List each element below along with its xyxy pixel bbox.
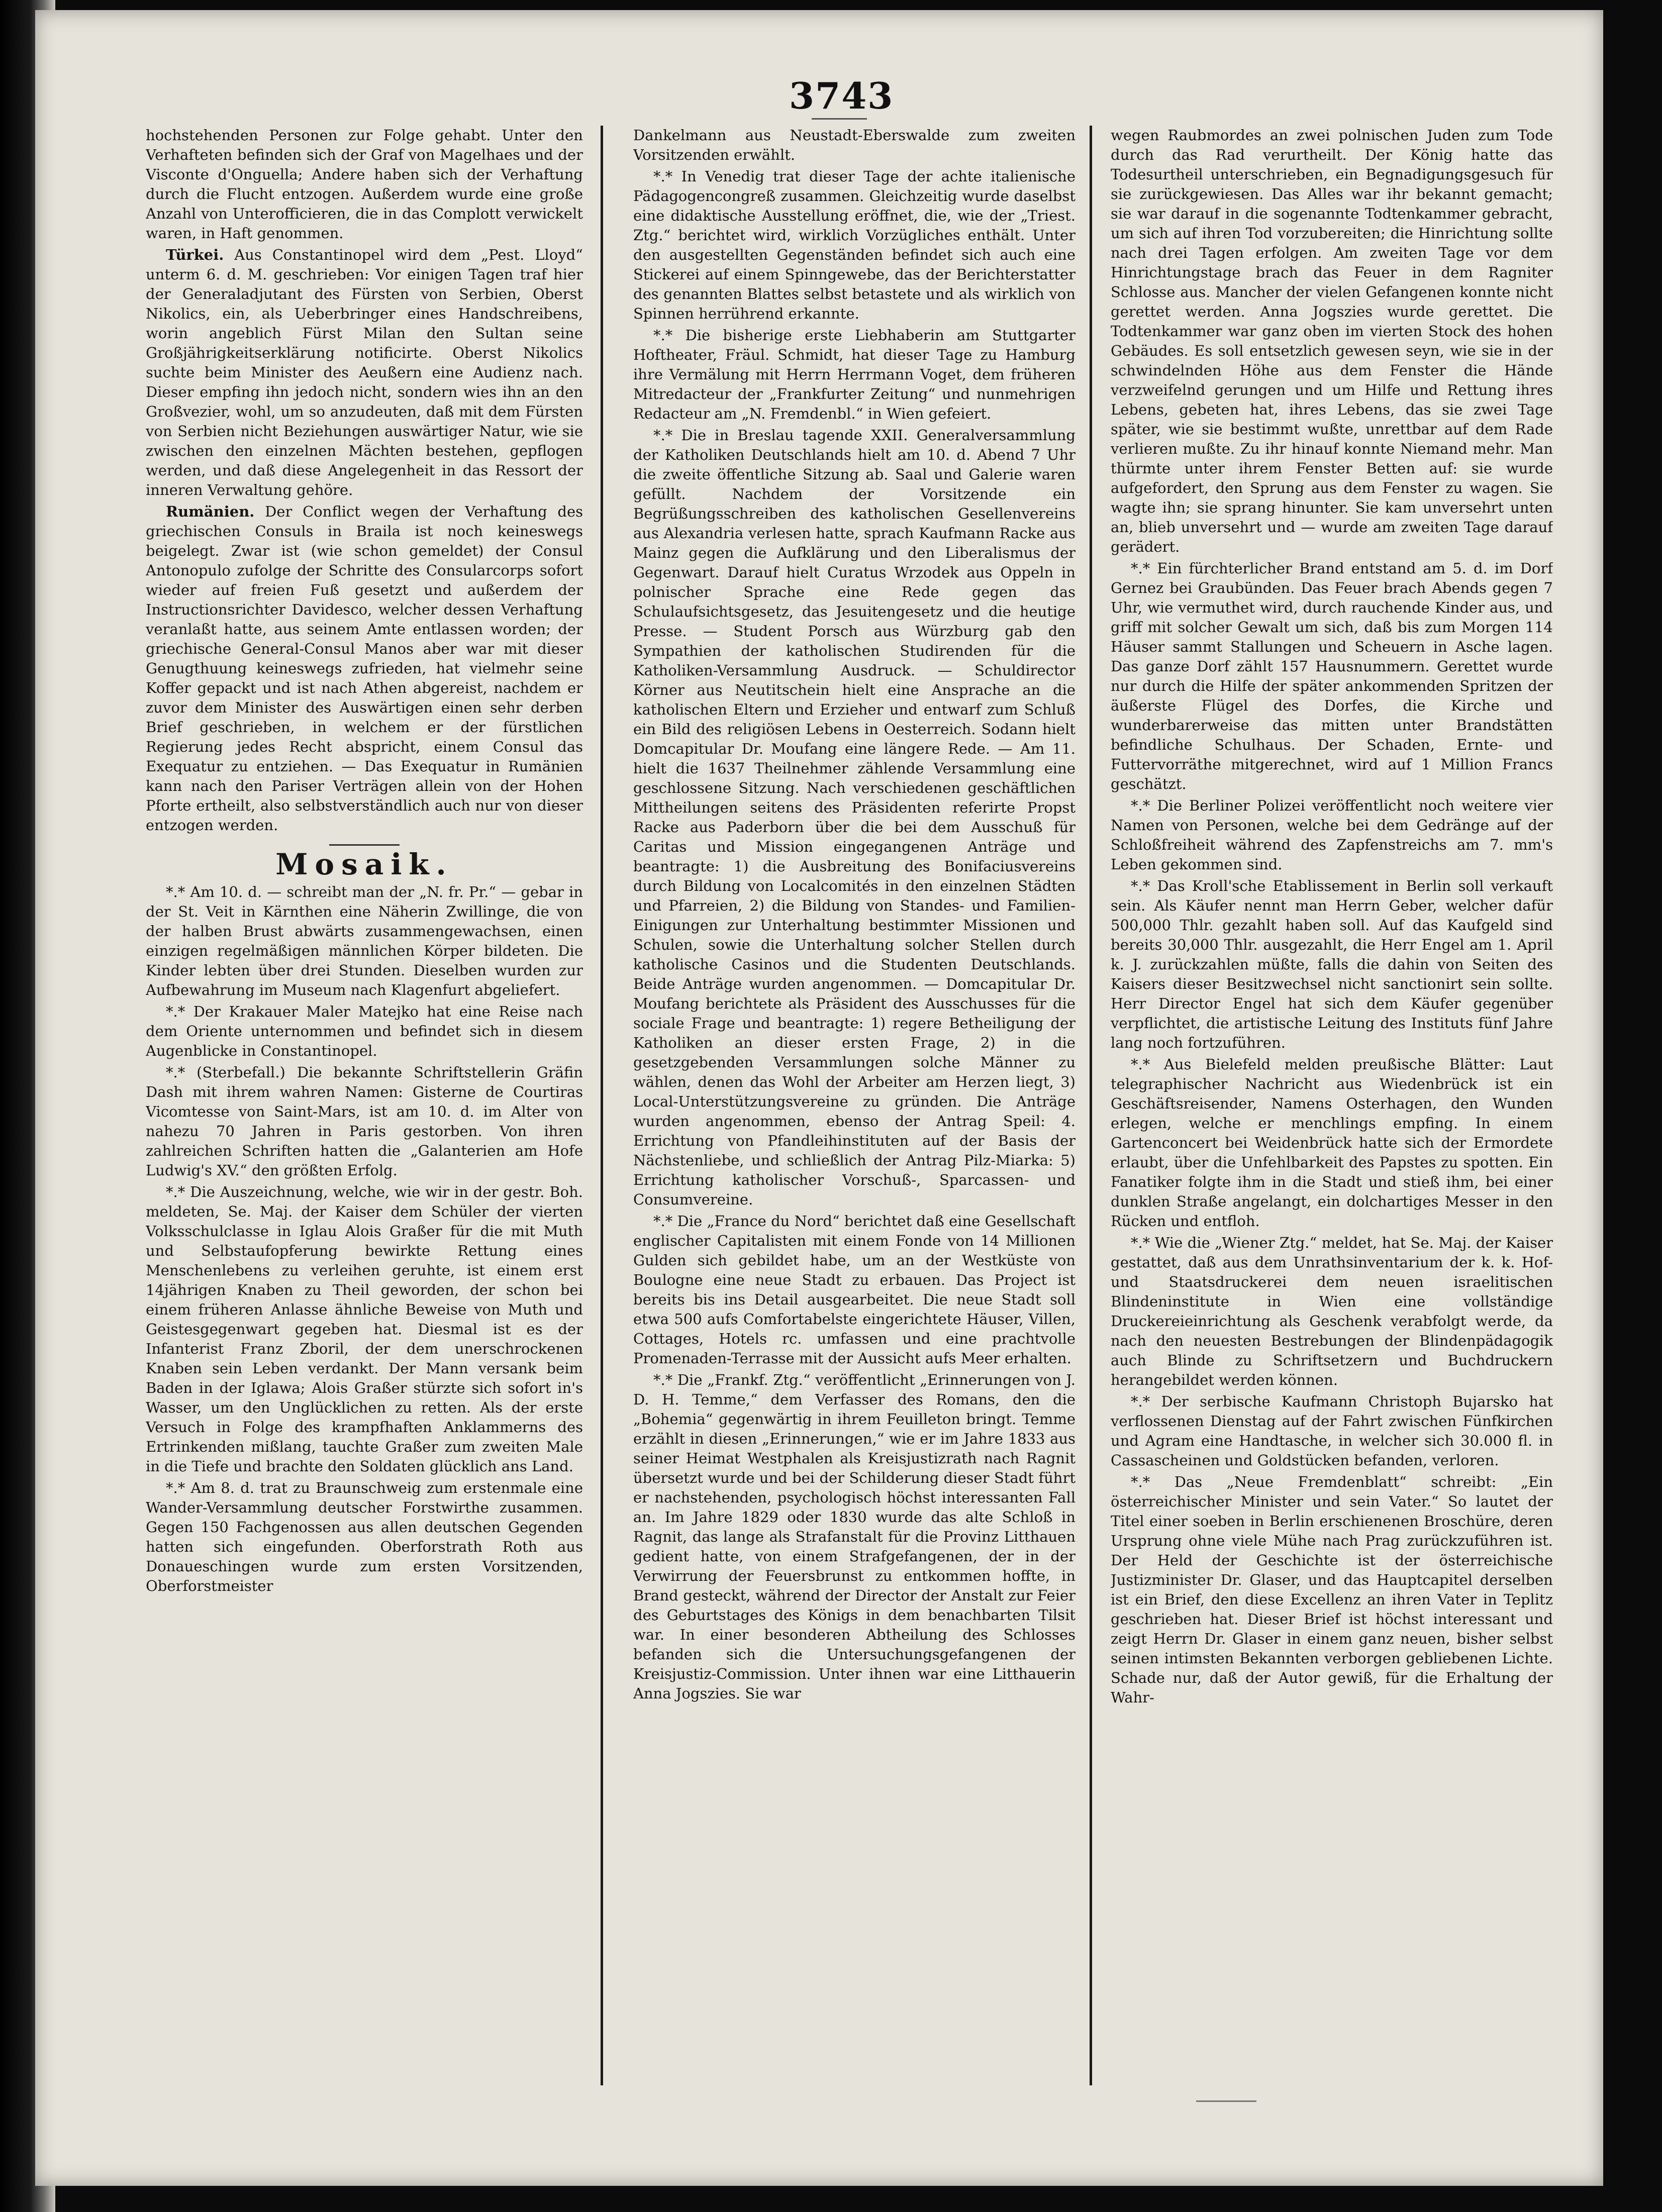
newspaper-page <box>35 10 1603 2186</box>
section-divider <box>329 844 400 846</box>
news-item: *.* In Venedig trat dieser Tage der achte italienische Pädagogencongreß zusammen. Gleichzeitig wurde daselbst eine didaktische Ausstellung eröffnet, die, wie der „Triest. Ztg.“ berichtet wird, wirklich Vorzügliches enthält. Unter den ausgestellten Gegenständen befindet sich auch eine Stickerei auf einem Spinngewebe, das der Berichterstatter des genannten Blattes selbst betastete und als wirklich von Spinnen herrührend erkannte. <box>633 168 1076 322</box>
news-item: *.* Die Berliner Polizei veröffentlicht noch weitere vier Namen von Personen, welche bei dem Gedränge auf der Schloßfreiheit während des Zapfenstreichs am 7. mm's Leben gekommen sind. <box>1111 797 1553 873</box>
news-item: *.* Die in Breslau tagende XXII. Generalversammlung der Katholiken Deutschlands hielt am 10. d. Abend 7 Uhr die zweite öffentliche Sitzung ab. Saal und Galerie waren gefüllt. Nachdem der Vorsitzende ein Begrüßungsschreiben des katholischen Gesellenvereins aus Alexandria verlesen hatte, sprach Kaufmann Racke aus Mainz gegen die Aufklärung und den Liberalismus der Gegenwart. Darauf hielt Curatus Wrzodek aus Oppeln in polnischer Sprache eine Rede gegen das Schulaufsichtsgesetz, das Jesuitengesetz und die heutige Presse. — Student Porsch aus Würzburg gab den Sympathien der katholischen Studirenden für die Katholiken-Versammlung Ausdruck. — Schuldirector Körner aus Neutitschein hielt eine Ansprache an die katholischen Eltern und Erzieher und entwarf zum Schluß ein Bild des religiösen Lebens in Oesterreich. Sodann hielt Domcapitular Dr. Moufang eine längere Rede. — Am 11. hielt die 1637 Theilnehmer zählende Versammlung eine geschlossene Sitzung. Nach verschiedenen geschäftlichen Mittheilungen seitens des Präsidenten referirte Propst Racke aus Paderborn über die bei dem Ausschuß für Caritas und Mission eingegangenen Anträge und beantragte: 1) die Ausbreitung des Bonifaciusvereins durch Bildung von Localcomités in den einzelnen Städten und Pfarreien, 2) die Bildung von Standes- und Familien-Einigungen zur Unterhaltung bestimmter Missionen und Schulen, sowie die Unterhaltung solcher Stellen durch katholische Casinos und die Studenten Deutschlands. Beide Anträge wurden angenommen. — Domcapitular Dr. Moufang berichtete als Präsident des Ausschusses für die sociale Frage und beantragte: 1) regere Betheiligung der Katholiken an dieser ersten Frage, 2) in die gesetzgebenden Versammlungen solche Männer zu wählen, denen das Wohl der Arbeiter am Herzen liegt, 3) Local-Unterstützungsvereine zu gründen. Die Anträge wurden angenommen, ebenso der Antrag Speil: 4. Errichtung von Pfandleihinstituten auf der Basis der Nächstenliebe, und schließlich der Antrag Pilz-Miarka: 5) Errichtung katholischer Vorschuß-, Sparcassen- und Consumvereine. <box>633 427 1076 1208</box>
bottom-rule <box>1196 2100 1256 2104</box>
page-number: 3743 <box>789 74 894 117</box>
news-item: *.* Das „Neue Fremdenblatt“ schreibt: „Ein österreichischer Minister und sein Vater.“ So lautet der Titel einer soeben in Berlin erschienenen Broschüre, deren Ursprung ohne viele Mühe nach Prag zurückzuführen ist. Der Held der Geschichte ist der österreichische Justizminister Dr. Glaser, und das Hauptcapitel derselben ist ein Brief, den diese Excellenz an ihren Vater in Teplitz geschrieben hat. Dieser Brief ist höchst interessant und zeigt Herrn Dr. Glaser in einem ganz neuen, bisher selbst seinen intimsten Bekannten verborgen gebliebenen Lichte. Schade nur, daß der Autor gewiß, für die Erhaltung der Wahr- <box>1111 1473 1553 1706</box>
column-3 <box>1111 126 1553 2085</box>
column-rule-left <box>601 126 603 2085</box>
news-item: *.* Am 10. d. — schreibt man der „N. fr. Pr.“ — gebar in der St. Veit in Kärnthen eine Näherin Zwillinge, die von der halben Brust abwärts zusammengewachsen, einen einzigen regelmäßigen männlichen Körper bildeten. Die Kinder lebten über drei Stunden. Dieselben wurden zur Aufbewahrung im Museum nach Klagenfurt abgeliefert. <box>146 883 583 998</box>
news-item: *.* Wie die „Wiener Ztg.“ meldet, hat Se. Maj. der Kaiser gestattet, daß aus dem Unrathsinventarium der k. k. Hof- und Staatsdruckerei dem neuen israelitischen Blindeninstitute in Wien eine vollständige Druckereieinrichtung als Geschenk verabfolgt werde, da nach den neuesten Bestrebungen der Blindenpädagogik auch Blinde zu Schriftsetzern und Buchdruckern herangebildet werden können. <box>1111 1234 1553 1388</box>
column-2 <box>633 126 1076 2085</box>
news-item: *.* Das Kroll'sche Etablissement in Berlin soll verkauft sein. Als Käufer nennt man Herrn Geber, welcher dafür 500,000 Thlr. gezahlt haben soll. Auf das Kaufgeld sind bereits 30,000 Thlr. ausgezahlt, die Herr Engel am 1. April k. J. zurückzahlen müßte, falls die dahin von Seiten des Kaisers dieser Besitzwechsel nicht sanctionirt sein sollte. Herr Director Engel hat sich dem Käufer gegenüber verpflichtet, die artistische Leitung des Instituts fünf Jahre lang noch fortzuführen. <box>1111 877 1553 1051</box>
news-item: *.* Am 8. d. trat zu Braunschweig zum erstenmale eine Wander-Versammlung deutscher Forstwirthe zusammen. Gegen 150 Fachgenossen aus allen deutschen Gegenden hatten sich eingefunden. Oberforstrath Roth aus Donaueschingen wurde zum ersten Vorsitzenden, Oberforstmeister <box>146 1479 583 1594</box>
news-item: *.* Die „France du Nord“ berichtet daß eine Gesellschaft englischer Capitalisten mit einem Fonde von 14 Millionen Gulden sich gebildet habe, um an der Westküste von Boulogne eine neue Stadt zu erbauen. Das Project ist bereits bis ins Detail ausgearbeitet. Die neue Stadt soll etwa 500 aufs Comfortabelste eingerichtete Häuser, Villen, Cottages, Hotels rc. umfassen und eine prachtvolle Promenaden-Terrasse mit der Aussicht aufs Meer erhalten. <box>633 1213 1076 1367</box>
news-item: *.* Ein fürchterlicher Brand entstand am 5. d. im Dorf Gernez bei Graubünden. Das Feuer brach Abends gegen 7 Uhr, wie vermuthet wird, durch rauchende Kinder aus, und griff mit solcher Gewalt um sich, daß bis zum Morgen 114 Häuser sammt Stallungen und Scheuern in Asche lagen. Das ganze Dorf zählt 157 Hausnummern. Gerettet wurde nur durch die Hilfe der später ankommenden Spritzen der äußerste Flügel des Dorfes, die Kirche und wunderbarerweise das mitten unter Brandstätten befindliche Schulhaus. Der Schaden, Ernte- und Futtervorräthe mitgerechnet, wird auf 1 Million Francs geschätzt. <box>1111 560 1553 792</box>
news-item: *.* Aus Bielefeld melden preußische Blätter: Laut telegraphischer Nachricht aus Wiedenbrück ist ein Geschäftsreisender, Namens Osterhagen, den Wunden erlegen, welche er menchlings empfing. In einem Gartenconcert bei Weidenbrück hatte sich der Ermordete erlaubt, über die Unfehlbarkeit des Papstes zu spotten. Ein Fanatiker folgte ihm in die Stadt und stieß ihm, bei einer dunklen Straße angelangt, ein dolchartiges Messer in den Rücken und entfloh. <box>1111 1056 1553 1230</box>
article-text: Aus Constantinopel wird dem „Pest. Lloyd“ unterm 6. d. M. geschrieben: Vor einigen Tagen traf hier der Generaladjutant des Fürsten von Serbien, Oberst Nikolics, ein, als Ueberbringer eines Handschreibens, worin angeblich Fürst Milan den Sultan seine Großjährigkeitserklärung notificirte. Oberst Nikolics suchte beim Minister des Aeußern eine Audienz nach. Dieser empfing ihn jedoch nicht, sondern wies ihn an den Großvezier, wohl, um so anzudeuten, daß mit dem Fürsten von Serbien nicht Beziehungen auswärtiger Natur, wie sie zwischen den einzelnen Mächten bestehen, gepflogen werden, und daß diese Angelegenheit in das Ressort der inneren Verwaltung gehöre. <box>146 246 583 498</box>
news-item: *.* (Sterbefall.) Die bekannte Schriftstellerin Gräfin Dash mit ihrem wahren Namen: Gisterne de Courtiras Vicomtesse von Saint-Mars, ist am 10. d. im Alter von nahezu 70 Jahren in Paris gestorben. Von ihren zahlreichen Schriften hatten die „Galanterien am Hofe Ludwig's XV.“ den größten Erfolg. <box>146 1064 583 1179</box>
news-item: *.* Der serbische Kaufmann Christoph Bujarsko hat verflossenen Dienstag auf der Fahrt zwischen Fünfkirchen und Agram eine Handtasche, in welcher sich 30.000 fl. in Cassascheinen und Goldstücken befanden, verloren. <box>1111 1393 1553 1469</box>
section-title-mosaik: Mosaik. <box>275 847 453 881</box>
news-item: Dankelmann aus Neustadt-Eberswalde zum zweiten Vorsitzenden erwählt. <box>633 127 1076 163</box>
news-item: *.* Der Krakauer Maler Matejko hat eine Reise nach dem Oriente unternommen und befindet sich in diesem Augenblicke in Constantinopel. <box>146 1003 583 1059</box>
section-label-turkey: Türkei. <box>166 246 224 263</box>
page-number-underline <box>812 118 867 123</box>
column-1 <box>146 126 583 2085</box>
news-item: *.* Die Auszeichnung, welche, wie wir in der gestr. Boh. meldeten, Se. Maj. der Kaiser dem Schüler der vierten Volksschulclasse in Iglau Alois Graßer für die mit Muth und Selbstaufopferung bewirkte Rettung eines Menschenlebens zu verleihen geruhte, ist einem erst 14jährigen Knaben zu Theil geworden, der schon bei einem früheren Anlasse ähnliche Beweise von Muth und Geistesgegenwart gegeben hat. Diesmal ist es der Infanterist Franz Zboril, der dem unerschrockenen Knaben sein Leben verdankt. Der Mann versank beim Baden in der Iglawa; Alois Graßer stürzte sich sofort in's Wasser, um den Unglücklichen zu retten. Als der erste Versuch in Folge des krampfhaften Anklammerns des Ertrinkenden mißlang, tauchte Graßer zum zweiten Male in die Tiefe und brachte den Soldaten glücklich ans Land. <box>146 1183 583 1475</box>
article-turkey <box>146 245 583 500</box>
article-text: Der Conflict wegen der Verhaftung des griechischen Consuls in Braila ist noch keineswegs beigelegt. Zwar ist (wie schon gemeldet) der Consul Antonopulo zufolge der Schritte des Consularcorps sofort wieder auf freien Fuß gesetzt und außerdem der Instructionsrichter Davidesco, welcher dessen Verhaftung veranlaßt hatte, aus seinem Amte entlassen worden; der griechische General-Consul Manos aber war mit dieser Genugthuung keineswegs zufrieden, hat vielmehr seine Koffer gepackt und ist nach Athen abgereist, nachdem er zuvor dem Minister des Auswärtigen einen sehr derben Brief geschrieben, in welchem er der fürstlichen Regierung jedes Recht abspricht, einem Consul das Exequatur zu entziehen. — Das Exequatur in Rumänien kann nach den Pariser Verträgen allein von der Hohen Pforte ertheilt, also selbstverständlich auch nur von dieser entzogen werden. <box>146 503 583 834</box>
section-label-romania: Rumänien. <box>166 503 255 520</box>
column-rule-right <box>1090 126 1092 2085</box>
article-text: hochstehenden Personen zur Folge gehabt. Unter den Verhafteten befinden sich der Graf von Magelhaes und der Visconte d'Onguella; Andere haben sich der Verhaftung durch die Flucht entzogen. Außerdem wurde eine große Anzahl von Unterofficieren, die in das Complott verwickelt waren, in Haft genommen. <box>146 127 583 242</box>
news-item: *.* Die bisherige erste Liebhaberin am Stuttgarter Hoftheater, Fräul. Schmidt, hat dieser Tage zu Hamburg ihre Vermälung mit Herrn Herrmann Voget, dem früheren Mitredacteur der „Frankfurter Zeitung“ und nunmehrigen Redacteur am „N. Fremdenbl.“ in Wien gefeiert. <box>633 327 1076 422</box>
news-item: *.* Die „Frankf. Ztg.“ veröffentlicht „Erinnerungen von J. D. H. Temme,“ dem Verfasser des Romans, den die „Bohemia“ gegenwärtig in ihrem Feuilleton bringt. Temme erzählt in diesen „Erinnerungen,“ wie er im Jahre 1833 aus seiner Heimat Westphalen als Kreisjustizrath nach Ragnit übersetzt wurde und bei der Schilderung dieser Stadt führt er nachstehenden, psychologisch höchst interessanten Fall an. Im Jahre 1829 oder 1830 wurde das alte Schloß in Ragnit, das lange als Strafanstalt für die Provinz Litthauen gedient hatte, von einem Strafgefangenen, der in der Verwirrung der Feuersbrunst zu entkommen hoffte, in Brand gesteckt, während der Director der Anstalt zur Feier des Geburtstages des Königs in dem benachbarten Tilsit war. In einer besonderen Abtheilung des Schlosses befanden sich die Untersuchungsgefangenen der Kreisjustiz-Commission. Unter ihnen war eine Litthauerin Anna Jogszies. Sie war <box>633 1371 1076 1702</box>
news-item: wegen Raubmordes an zwei polnischen Juden zum Tode durch das Rad verurtheilt. Der König hatte das Todesurtheil unterschrieben, ein Begnadigungsgesuch für sie zurückgewiesen. Das Alles war ihr bekannt gemacht; sie war darauf in die sogenannte Todtenkammer gebracht, um sich auf ihren Tod vorzubereiten; die Hinrichtung sollte nach drei Tagen erfolgen. Am zweiten Tage vor dem Hinrichtungstage brach das Feuer in dem Ragniter Schlosse aus. Mancher der vielen Gefangenen konnte nicht gerettet werden. Anna Jogszies wurde gerettet. Die Todtenkammer war ganz oben im vierten Stock des hohen Gebäudes. Es soll entsetzlich gewesen seyn, wie sie in der schwindelnden Höhe aus dem Fenster die Hände verzweifelnd gerungen und um Hilfe und Rettung ihres Lebens, gebeten hat, ihres Lebens, das sie zwei Tage später, wie sie bestimmt wußte, unrettbar auf dem Rade verlieren mußte. Zu ihr hinauf konnte Niemand mehr. Man thürmte unter ihrem Fenster Betten auf: sie wurde aufgefordert, den Sprung aus dem Fenster zu wagen. Sie wagte ihn; sie sprang hinunter. Sie kam unversehrt unten an, blieb unversehrt und — wurde am zweiten Tage darauf gerädert. <box>1111 127 1553 555</box>
article-romania <box>146 502 583 835</box>
